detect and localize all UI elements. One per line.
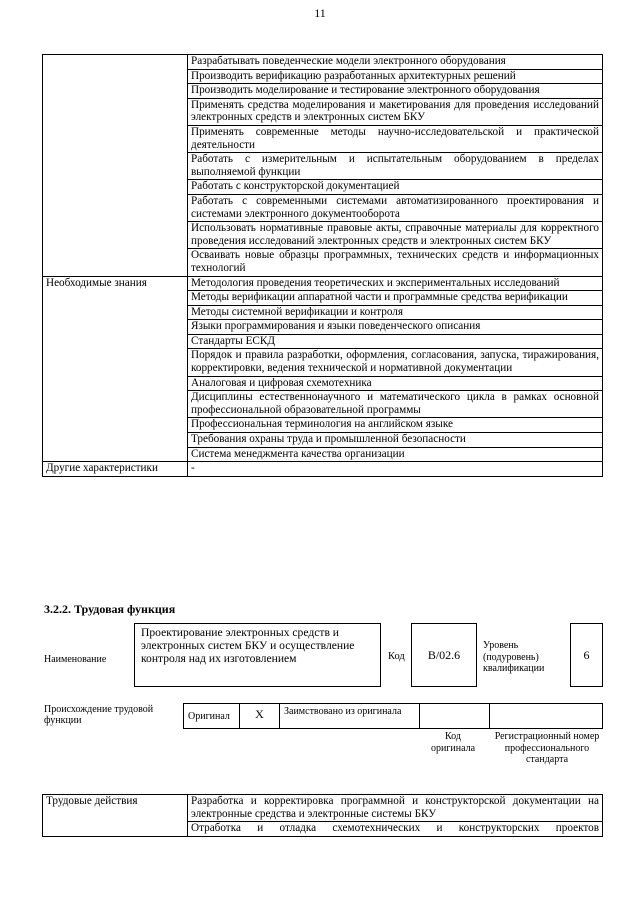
action-item: Разработка и корректировка программной и конструкторской документации на электронные средства и электронные системы БКУ xyxy=(188,795,603,822)
skill-item: Работать с современными системами автоматизированного проектирования и системами электронного документооборота xyxy=(188,194,603,221)
original-mark: X xyxy=(240,704,280,728)
skill-item: Применять средства моделирования и макетирования для проведения исследований электронных средств и электронных систем БКУ xyxy=(188,98,603,125)
skills-table xyxy=(42,54,603,477)
other-label: Другие характеристики xyxy=(43,462,188,477)
knowledge-item: Требования охраны труда и промышленной безопасности xyxy=(188,433,603,448)
section-heading: 3.2.2. Трудовая функция xyxy=(44,602,176,616)
code-caption: Код оригинала xyxy=(430,731,476,754)
table-row xyxy=(43,55,603,70)
skills-label-cell xyxy=(43,55,188,277)
knowledge-item: Стандарты ЕСКД xyxy=(188,334,603,349)
knowledge-item: Порядок и правила разработки, оформления, согласования, запуска, тиражирования, корректировки, ведения технической и нормативной документации xyxy=(188,349,603,376)
reg-number-cell xyxy=(490,704,602,728)
action-item: Отработка и отладка схемотехнических и конструкторских проектов xyxy=(188,822,603,837)
table-row xyxy=(43,276,603,291)
knowledge-item: Методы верификации аппаратной части и программные средства верификации xyxy=(188,291,603,306)
level-label: Уровень (подуровень) квалификации xyxy=(483,640,545,674)
skill-item: Применять современные методы научно-исследовательской и практической деятельности xyxy=(188,125,603,152)
skill-item: Осваивать новые образцы программных, технических средств и информационных технологий xyxy=(188,249,603,276)
knowledge-item: Аналоговая и цифровая схемотехника xyxy=(188,376,603,391)
actions-table xyxy=(42,794,603,837)
actions-label: Трудовые действия xyxy=(43,795,188,837)
origin-label: Происхождение трудовой функции xyxy=(44,704,154,726)
reg-caption: Регистрационный номер профессионального стандарта xyxy=(494,731,600,765)
knowledge-item: Методология проведения теоретических и экспериментальных исследований xyxy=(188,276,603,291)
level-value: 6 xyxy=(570,623,603,687)
name-label: Наименование xyxy=(44,654,107,665)
skill-item: Производить моделирование и тестирование электронного оборудования xyxy=(188,84,603,99)
code-value: В/02.6 xyxy=(411,623,477,687)
skill-item: Разрабатывать поведенческие модели электронного оборудования xyxy=(188,55,603,70)
original-label: Оригинал xyxy=(184,704,240,728)
skill-item: Работать с измерительным и испытательным оборудованием в пределах выполняемой функции xyxy=(188,153,603,180)
knowledge-item: Языки программирования и языки поведенческого описания xyxy=(188,320,603,335)
other-value: - xyxy=(188,462,603,477)
knowledge-item: Методы системной верификации и контроля xyxy=(188,305,603,320)
code-label: Код xyxy=(388,651,405,662)
table-row xyxy=(43,795,603,822)
skill-item: Производить верификацию разработанных архитектурных решений xyxy=(188,69,603,84)
table-row xyxy=(43,462,603,477)
skill-item: Использовать нормативные правовые акты, справочные материалы для корректного проведения исследований электронных средств и электронных систем БКУ xyxy=(188,222,603,249)
knowledge-item: Дисциплины естественнонаучного и математического цикла в рамках основной профессиональной образовательной программы xyxy=(188,391,603,418)
skill-item: Работать с конструкторской документацией xyxy=(188,180,603,195)
original-code-cell xyxy=(420,704,490,728)
origin-row xyxy=(183,703,603,729)
borrowed-label: Заимствовано из оригинала xyxy=(280,704,420,728)
knowledge-item: Система менеджмента качества организации xyxy=(188,447,603,462)
page-number: 11 xyxy=(314,6,326,20)
knowledge-item: Профессиональная терминология на английском языке xyxy=(188,418,603,433)
knowledge-label: Необходимые знания xyxy=(43,276,188,462)
function-title: Проектирование электронных средств и электронных систем БКУ и осуществление контроля над их изготовлением xyxy=(134,623,381,687)
